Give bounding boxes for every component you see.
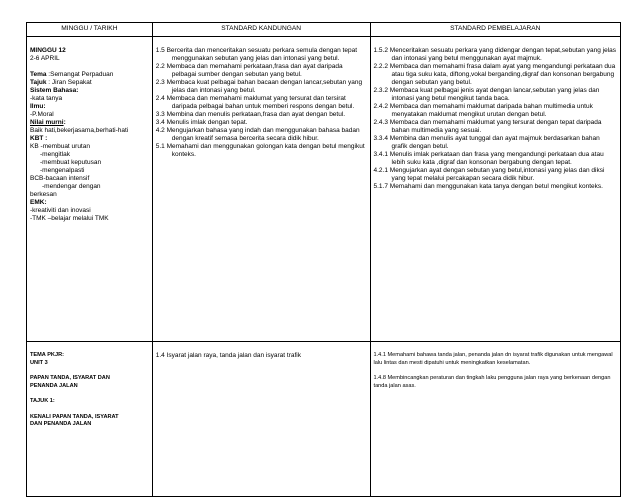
pkjr-info-cell <box>27 342 153 497</box>
lesson-plan-table <box>26 22 621 497</box>
content-standard-item: 3.4 Menulis imlak dengan tepat. <box>155 119 248 126</box>
kbt-label: KBT : <box>30 135 48 142</box>
header-week-date: MINGGU / TARIKH <box>27 23 153 37</box>
learning-standard-item: 2.4.3 Membaca dan memahami maklumat yang tersurat dengan tepat daripada bahan multimedia yang sesuai. <box>373 119 602 134</box>
content-standard-item: 4.2 Mengujarkan bahasa yang indah dan menggunakan bahasa badan dengan kreatif semasa bercerita secara didik hibur. <box>155 127 360 142</box>
kbt-item: KB -membuat urutan <box>30 143 90 150</box>
pkjr-content-cell <box>152 342 370 497</box>
week-date: 2-6 APRIL <box>30 55 60 62</box>
learning-standard-item: 3.4.1 Menulis imlak perkataan dan frasa yang mengandungi perkataan dua atau lebih suku kata ,digraf dan konsonan bergabung dengan tepat. <box>373 151 604 166</box>
content-standard-item: 2.2 Membaca dan memahami perkataan,frasa dan ayat daripada pelbagai sumber dengan sebutan yang betul. <box>155 63 343 78</box>
theme-line <box>30 71 149 79</box>
title-line <box>30 79 149 87</box>
kbt-item: BCB-bacaan intensif <box>30 175 90 182</box>
content-standard-item: 5.1 Memahami dan menggunakan golongan kata dengan betul mengikut konteks. <box>155 143 365 158</box>
kbt-item: -mengitlak <box>40 151 70 158</box>
kbt-item: berkesan <box>30 191 57 198</box>
kbt-item: -mendengar dengan <box>42 183 101 190</box>
pkjr-title-label: TAJUK 1: <box>30 398 55 404</box>
emk-item: -TMK –belajar melalui TMK <box>30 215 109 222</box>
pkjr-learning-standard: 1.4.1 Memahami bahawa tanda jalan, penanda jalan dn isyarat trafik digunakan untuk mengawal lalu lintas dan mesti dipatuhi untuk meningkatkan keselamatan. <box>373 352 613 366</box>
content-standard-cell <box>152 37 370 342</box>
emk-label: EMK: <box>30 199 47 206</box>
week-info-cell <box>27 37 153 342</box>
content-standard-item: 2.3 Membaca kuat pelbagai bahan bacaan dengan lancar,sebutan yang jelas dan intonasi yang betul. <box>155 79 363 94</box>
pkjr-learning-cell <box>370 342 620 497</box>
knowledge-label: Ilmu: <box>30 103 46 110</box>
pkjr-title: KENALI PAPAN TANDA, ISYARAT <box>30 413 119 420</box>
content-standard-item: 2.4 Membaca dan memahami maklumat yang tersurat dan tersirat daripada pelbagai bahan untuk memberi respons dengan betul. <box>155 95 355 110</box>
language-system-label: Sistem Bahasa: <box>30 87 79 94</box>
learning-standard-item: 5.1.7 Memahami dan menggunakan kata tanya dengan betul mengikut konteks. <box>373 183 603 190</box>
kbt-item: -membuat keputusan <box>40 159 102 166</box>
table-row <box>27 37 621 342</box>
learning-standard-item: 2.3.2 Membaca kuat pelbagai jenis ayat dengan lancar,sebutan yang jelas dan intonasi yang betul mengikut tanda baca. <box>373 87 600 102</box>
learning-standard-item: 2.4.2 Membaca dan memahami maklumat daripada bahan multimedia untuk menyatakan maklumat mengikut urutan dengan betul. <box>373 103 593 118</box>
emk-item: -kreativiti dan inovasi <box>30 207 91 214</box>
content-standard-item: 3.3 Membina dan menulis perkataan,frasa dan ayat dengan betul. <box>155 111 346 118</box>
header-content-standard: STANDARD KANDUNGAN <box>152 23 370 37</box>
learning-standard-item: 2.2.2 Membaca dan memahami frasa dalam ayat yang mengandungi perkataan dua atau tiga suku kata, diftong,vokal berganding,digraf dan konsonan bergabung dengan sebutan yang betul. <box>373 63 616 86</box>
pkjr-content-standard: 1.4 Isyarat jalan raya, tanda jalan dan isyarat trafik <box>155 352 301 359</box>
table-row <box>27 342 621 497</box>
pkjr-learning-standard: 1.4.8 Membincangkan peraturan dan tingkah laku pengguna jalan raya yang berkenaan dengan tanda jalan asas. <box>373 375 611 389</box>
pkjr-topic: PAPAN TANDA, ISYARAT DAN <box>30 375 110 381</box>
theme-value: :Semangat Perpaduan <box>46 71 114 78</box>
pkjr-unit: UNIT 3 <box>30 359 48 366</box>
pkjr-theme: TEMA PKJR: <box>30 352 64 358</box>
header-row <box>27 23 621 37</box>
language-system-value: -kata tanya <box>30 95 63 102</box>
week-number: MINGGU 12 <box>30 47 66 54</box>
learning-standard-item: 1.5.2 Menceritakan sesuatu perkara yang didengar dengan tepat,sebutan yang jelas dan intonasi yang betul menggunakan ayat majmuk. <box>373 47 616 62</box>
values-text: Baik hati,bekerjasama,berhati-hati <box>30 127 129 134</box>
title-label: Tajuk <box>30 79 47 86</box>
content-standard-item: 1.5 Bercerita dan menceritakan sesuatu perkara semula dengan tepat menggunakan sebutan yang jelas dan intonasi yang betul. <box>155 47 358 62</box>
pkjr-title: DAN PENANDA JALAN <box>30 421 92 427</box>
theme-label: Tema <box>30 71 47 78</box>
title-value: : Jiran Sepakat <box>46 79 92 86</box>
knowledge-value: -P.Moral <box>30 111 54 118</box>
kbt-item: -mengenalpasti <box>40 167 85 174</box>
header-learning-standard: STANDARD PEMBELAJARAN <box>370 23 620 37</box>
learning-standard-cell <box>370 37 620 342</box>
values-line: Nilai murni: <box>30 119 66 126</box>
values-label: Nilai murni <box>30 119 64 126</box>
learning-standard-item: 4.2.1 Mengujarkan ayat dengan sebutan yang betul,intonasi yang jelas dan diksi yang tepat melalui percakapan secara didik hibur. <box>373 167 605 182</box>
pkjr-topic: PENANDA JALAN <box>30 382 78 389</box>
learning-standard-item: 3.3.4 Membina dan menulis ayat tunggal dan ayat majmuk berdasarkan bahan grafik dengan betul. <box>373 135 600 150</box>
